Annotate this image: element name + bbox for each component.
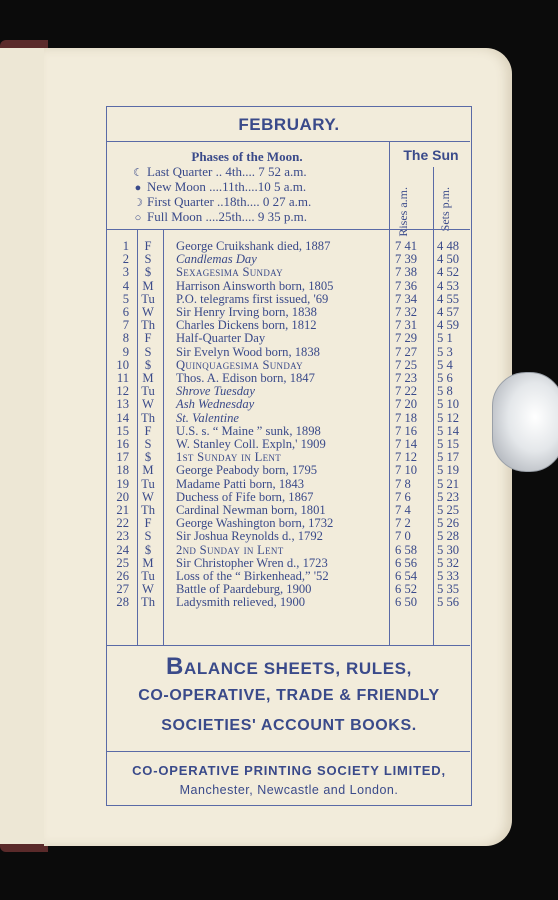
event: Ladysmith relieved, 1900	[176, 595, 306, 610]
day-row	[107, 478, 473, 491]
event: Charles Dickens born, 1812	[176, 318, 317, 333]
moon-phase-row	[129, 210, 307, 224]
weekday: Tu	[141, 569, 155, 583]
sunrise: 7 0	[395, 529, 411, 544]
day-row	[107, 319, 473, 332]
day-number: 13	[116, 397, 129, 412]
day-number: 19	[116, 476, 129, 491]
day-number: 21	[116, 503, 129, 517]
left-page-edge	[0, 48, 45, 844]
sunset: 5 21	[437, 476, 460, 491]
moon-phase-row	[129, 165, 307, 179]
book-clasp	[492, 372, 558, 472]
day-number: 11	[116, 371, 129, 385]
sunrise: 6 52	[395, 582, 418, 597]
day-row	[107, 372, 473, 385]
weekday: $	[144, 450, 152, 465]
weekday: F	[144, 516, 152, 531]
event: 2nd Sunday in Lent	[176, 542, 284, 557]
day-row	[107, 346, 473, 359]
publisher-divider	[107, 751, 470, 752]
sunset: 4 55	[437, 291, 460, 306]
header-divider	[107, 229, 470, 230]
weekday: W	[142, 582, 154, 597]
sunrise: 7 6	[395, 489, 411, 504]
sunset: 5 33	[437, 569, 460, 583]
day-row	[107, 293, 473, 306]
sunrise: 7 29	[395, 331, 418, 346]
sunset: 5 10	[437, 397, 460, 412]
event: Shrove Tuesday	[176, 384, 255, 399]
event: Madame Patti born, 1843	[176, 476, 305, 491]
sunrise: 7 2	[395, 516, 411, 531]
day-row	[107, 464, 473, 477]
sunset: 5 25	[437, 503, 460, 517]
weekday: S	[144, 252, 152, 267]
weekday: S	[144, 344, 152, 359]
event: Loss of the “ Birkenhead,” '52	[176, 569, 329, 583]
event: Sir Evelyn Wood born, 1838	[176, 344, 320, 359]
moon-phase-text: Last Quarter .. 4th.... 7 52 a.m.	[147, 164, 307, 179]
event: Sir Christopher Wren d., 1723	[176, 555, 328, 570]
day-number: 27	[116, 582, 129, 597]
event: Duchess of Fife born, 1867	[176, 489, 314, 504]
sun-heading: The Sun	[403, 147, 459, 163]
sunset: 5 14	[437, 423, 460, 438]
sunrise: 7 14	[395, 437, 418, 451]
sunset: 4 48	[437, 239, 460, 253]
weekday: S	[144, 529, 152, 544]
weekday: Th	[141, 410, 155, 425]
weekday: M	[142, 463, 154, 478]
event: Harrison Ainsworth born, 1805	[176, 278, 334, 293]
day-number: 3	[122, 265, 129, 280]
publisher-places: Manchester, Newcastle and London.	[179, 783, 399, 797]
sunrise: 7 12	[395, 450, 418, 465]
weekday: M	[142, 555, 154, 570]
sunrise: 7 23	[395, 371, 418, 385]
day-number: 1	[122, 239, 129, 253]
event: Half-Quarter Day	[176, 331, 266, 346]
day-row	[107, 557, 473, 570]
sunrise: 7 18	[395, 410, 418, 425]
day-number: 2	[122, 252, 129, 267]
day-number: 18	[116, 463, 129, 478]
day-row	[107, 240, 473, 253]
weekday: W	[142, 397, 154, 412]
day-row	[107, 530, 473, 543]
sunset: 4 50	[437, 252, 460, 267]
sunset: 5 26	[437, 516, 460, 531]
event: Quinquagesima Sunday	[176, 357, 303, 372]
sunrise: 7 27	[395, 344, 418, 359]
title-divider	[107, 141, 470, 142]
advert-line-1-text: ALANCE SHEETS, RULES,	[183, 659, 412, 678]
sunset: 5 4	[437, 357, 453, 372]
sunrise: 7 31	[395, 318, 418, 333]
weekday: S	[144, 437, 152, 451]
sunset: 5 8	[437, 384, 453, 399]
sunrise: 7 41	[395, 239, 418, 253]
sunset: 5 12	[437, 410, 460, 425]
weekday: Th	[141, 318, 155, 333]
sunrise: 7 8	[395, 476, 411, 491]
day-row	[107, 596, 473, 609]
advert-initial: B	[166, 653, 184, 680]
moon-phase-icon: ☽	[133, 197, 143, 209]
sunrise: 7 4	[395, 503, 411, 517]
day-row	[107, 253, 473, 266]
sunset: 5 1	[437, 331, 453, 346]
day-row	[107, 425, 473, 438]
weekday: $	[144, 357, 152, 372]
moon-phase-icon: ☾	[133, 167, 143, 179]
day-number: 16	[116, 437, 129, 451]
day-number: 7	[122, 318, 129, 333]
day-row	[107, 280, 473, 293]
sunset: 5 23	[437, 489, 460, 504]
weekday: $	[144, 542, 152, 557]
day-number: 20	[116, 489, 129, 504]
event: George Peabody born, 1795	[176, 463, 318, 478]
event: Sexagesima Sunday	[176, 265, 283, 280]
event: Battle of Paardeburg, 1900	[176, 582, 312, 597]
moon-phase-row	[129, 180, 306, 194]
moon-phase-icon: ○	[134, 212, 142, 224]
weekday: W	[142, 305, 154, 319]
sunset: 5 56	[437, 595, 460, 610]
day-row	[107, 583, 473, 596]
sunrise: 7 25	[395, 357, 418, 372]
day-row	[107, 438, 473, 451]
weekday: Th	[141, 503, 155, 517]
event: Candlemas Day	[176, 252, 257, 267]
advert-line-3: SOCIETIES' ACCOUNT BOOKS.	[161, 717, 417, 734]
sunset: 5 17	[437, 450, 460, 465]
weekday: W	[142, 489, 154, 504]
event: Sir Joshua Reynolds d., 1792	[176, 529, 323, 544]
moon-phase-text: New Moon ....11th....10 5 a.m.	[147, 179, 307, 194]
day-number: 25	[116, 555, 129, 570]
day-row	[107, 412, 473, 425]
sunset: 4 53	[437, 278, 460, 293]
weekday: Tu	[141, 384, 155, 399]
sunset: 5 15	[437, 437, 460, 451]
weekday: Tu	[141, 476, 155, 491]
day-number: 12	[116, 384, 129, 399]
event: St. Valentine	[176, 410, 239, 425]
weekday: $	[144, 265, 152, 280]
event: George Cruikshank died, 1887	[176, 239, 331, 253]
sunset: 5 28	[437, 529, 460, 544]
month-title: FEBRUARY.	[238, 115, 340, 134]
weekday: M	[142, 278, 154, 293]
day-number: 9	[122, 344, 129, 359]
sunrise: 7 16	[395, 423, 418, 438]
event: Cardinal Newman born, 1801	[176, 503, 326, 517]
sets-label: Sets p.m.	[438, 187, 452, 232]
moon-phases-heading: Phases of the Moon.	[191, 149, 303, 164]
day-number: 24	[116, 542, 129, 557]
sunrise: 6 54	[395, 569, 418, 583]
day-row	[107, 398, 473, 411]
day-number: 15	[116, 423, 129, 438]
day-row	[107, 385, 473, 398]
event: 1st Sunday in Lent	[176, 450, 282, 465]
weekday: F	[144, 331, 152, 346]
event: Ash Wednesday	[176, 397, 255, 412]
advert-line-1	[107, 653, 471, 681]
sunrise: 7 20	[395, 397, 418, 412]
event: Sir Henry Irving born, 1838	[176, 305, 317, 319]
sunrise: 6 56	[395, 555, 418, 570]
weekday: Th	[141, 595, 155, 610]
calendar-frame	[106, 106, 472, 806]
day-row	[107, 544, 473, 557]
advert-line-2: CO-OPERATIVE, TRADE & FRIENDLY	[138, 687, 440, 704]
sunset: 5 32	[437, 555, 460, 570]
sunrise: 7 10	[395, 463, 418, 478]
sunset: 5 3	[437, 344, 453, 359]
day-number: 6	[122, 305, 129, 319]
day-row	[107, 266, 473, 279]
moon-phase-row	[129, 195, 311, 209]
day-row	[107, 491, 473, 504]
moon-phase-icon: ●	[134, 182, 142, 194]
sunrise: 7 34	[395, 291, 418, 306]
day-number: 14	[116, 410, 129, 425]
day-number: 22	[116, 516, 129, 531]
moon-phase-text: Full Moon ....25th.... 9 35 p.m.	[147, 209, 307, 224]
event: P.O. telegrams first issued, '69	[176, 291, 329, 306]
weekday: F	[144, 423, 152, 438]
day-number: 26	[116, 569, 129, 583]
day-row	[107, 517, 473, 530]
sunrise: 7 32	[395, 305, 418, 319]
weekday: Tu	[141, 291, 155, 306]
day-row	[107, 359, 473, 372]
sunset: 4 52	[437, 265, 460, 280]
event: U.S. s. “ Maine ” sunk, 1898	[176, 423, 321, 438]
day-number: 17	[116, 450, 129, 465]
day-number: 28	[116, 595, 129, 610]
sunrise: 7 39	[395, 252, 418, 267]
day-row	[107, 332, 473, 345]
sunrise: 7 38	[395, 265, 418, 280]
weekday: M	[142, 371, 154, 385]
event: W. Stanley Coll. Expln,' 1909	[176, 437, 326, 451]
sunset: 5 35	[437, 582, 460, 597]
sunset: 5 30	[437, 542, 460, 557]
sunset: 5 6	[437, 371, 453, 385]
moon-phase-text: First Quarter ..18th.... 0 27 a.m.	[147, 194, 312, 209]
sunrise: 6 58	[395, 542, 418, 557]
sunset: 5 19	[437, 463, 460, 478]
sunset: 4 57	[437, 305, 460, 319]
day-number: 23	[116, 529, 129, 544]
day-row	[107, 451, 473, 464]
weekday: F	[144, 239, 152, 253]
event: George Washington born, 1732	[176, 516, 334, 531]
sunset: 4 59	[437, 318, 460, 333]
sunrise: 7 36	[395, 278, 418, 293]
rises-label: Rises a.m.	[396, 187, 410, 237]
table-bottom-rule	[107, 645, 470, 646]
publisher-name: CO-OPERATIVE PRINTING SOCIETY LIMITED,	[132, 763, 446, 778]
day-number: 10	[116, 357, 129, 372]
sunrise: 6 50	[395, 595, 418, 610]
day-number: 8	[122, 331, 129, 346]
day-number: 5	[122, 291, 129, 306]
sunrise: 7 22	[395, 384, 418, 399]
day-number: 4	[122, 278, 129, 293]
event: Thos. A. Edison born, 1847	[176, 371, 315, 385]
